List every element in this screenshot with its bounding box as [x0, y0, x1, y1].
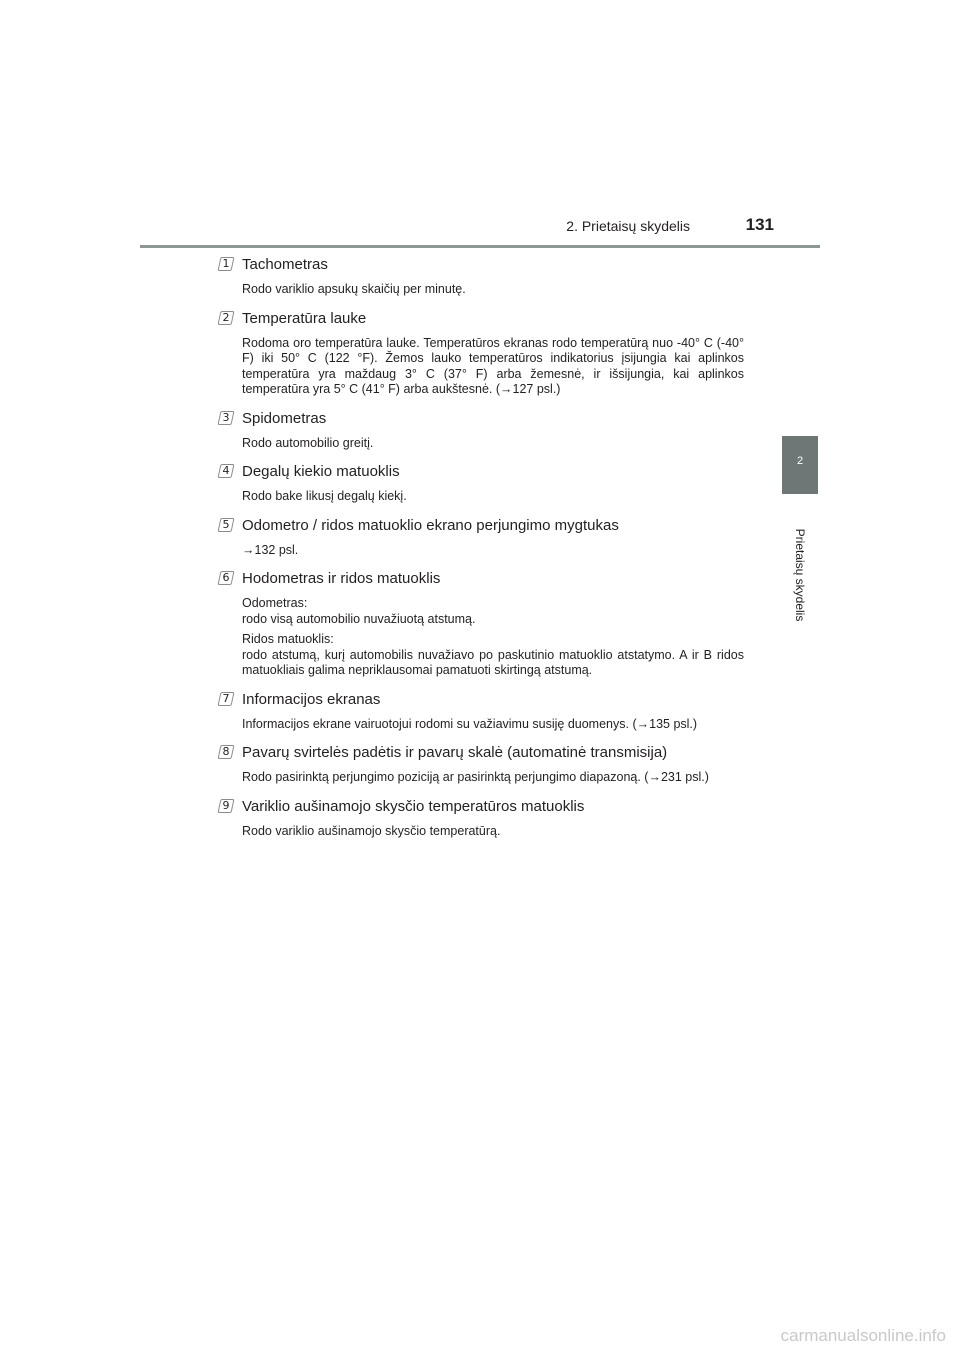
- list-item: [218, 796, 744, 840]
- page-number: 131: [745, 215, 774, 234]
- description-paragraph: Odometras: rodo visą automobilio nuvažiuotą atstumą.: [242, 596, 476, 626]
- item-title: Temperatūra lauke: [242, 309, 367, 327]
- item-description: [242, 824, 744, 840]
- item-description: [242, 596, 744, 679]
- item-title: Variklio aušinamojo skysčio temperatūros matuoklis: [242, 797, 585, 815]
- item-description: [242, 543, 744, 559]
- description-paragraph: Rodo variklio aušinamojo skysčio temperatūrą.: [242, 823, 501, 838]
- item-description: [242, 436, 744, 452]
- item-title: Hodometras ir ridos matuoklis: [242, 570, 441, 587]
- item-number: 8: [218, 744, 234, 760]
- item-title: Tachometras: [242, 256, 328, 273]
- page-header: [140, 214, 820, 246]
- item-description: [242, 489, 744, 505]
- item-description: [242, 717, 744, 733]
- list-item: [218, 515, 744, 559]
- item-description: [242, 336, 744, 398]
- item-title: Spidometras: [242, 409, 327, 427]
- item-number: 7: [218, 691, 234, 707]
- description-paragraph: →132 psl.: [242, 542, 299, 557]
- item-title: Informacijos ekranas: [242, 690, 381, 708]
- list-item: [218, 408, 744, 452]
- watermark: carmanualsonline.info: [780, 1326, 946, 1345]
- header-rule: [140, 245, 820, 248]
- item-number: 6: [218, 570, 234, 586]
- description-paragraph: Ridos matuoklis: rodo atstumą, kurį automobilis nuvažiavo po paskutinio matuoklio atstatymo. A ir B ridos matuokliais galima nepriklausomai pamatuoti skirtingą atstumą.: [242, 632, 744, 677]
- item-list: [218, 254, 744, 849]
- list-item: [218, 254, 744, 298]
- item-title: Odometro / ridos matuoklio ekrano perjungimo mygtukas: [242, 516, 619, 534]
- item-description: [242, 282, 744, 298]
- list-item: [218, 308, 744, 398]
- item-number: 5: [218, 517, 234, 533]
- item-description: [242, 770, 744, 786]
- chapter-tab: [782, 436, 818, 494]
- item-number: 9: [218, 798, 234, 814]
- chapter-label: Prietaisų skydelis: [793, 528, 807, 622]
- list-item: [218, 461, 744, 505]
- item-title: Pavarų svirtelės padėtis ir pavarų skalė (automatinė transmisija): [242, 744, 668, 761]
- item-number: 1: [218, 256, 234, 272]
- description-paragraph: Rodo pasirinktą perjungimo poziciją ar pasirinktą perjungimo diapazoną. (→231 psl.): [242, 770, 709, 784]
- description-paragraph: Rodo variklio apsukų skaičių per minutę.: [242, 282, 466, 296]
- chapter-side-label: [782, 510, 818, 640]
- list-item: [218, 568, 744, 679]
- chapter-number: 2: [796, 455, 804, 467]
- item-number: 3: [218, 410, 234, 426]
- item-number: 4: [218, 463, 234, 479]
- item-title: Degalų kiekio matuoklis: [242, 463, 400, 480]
- item-number: 2: [218, 310, 234, 326]
- section-title: 2. Prietaisų skydelis: [566, 218, 690, 234]
- description-paragraph: Rodo automobilio greitį.: [242, 435, 374, 450]
- list-item: [218, 742, 744, 786]
- description-paragraph: Rodo bake likusį degalų kiekį.: [242, 489, 407, 503]
- description-paragraph: Rodoma oro temperatūra lauke. Temperatūros ekranas rodo temperatūrą nuo -40° C (-40° F) iki 50° C (122 °F). Žemos lauko temperatūros indikatorius įsijungia kai aplinkos temperatūra yra maždaug 3° C (37° F) arba žemesnė, ir išsijungia, kai aplinkos temperatūra yra 5° C (41° F) arba aukštesnė. (→127 psl.): [242, 335, 744, 396]
- description-paragraph: Informacijos ekrane vairuotojui rodomi su važiavimu susiję duomenys. (→135 psl.): [242, 716, 698, 731]
- list-item: [218, 689, 744, 733]
